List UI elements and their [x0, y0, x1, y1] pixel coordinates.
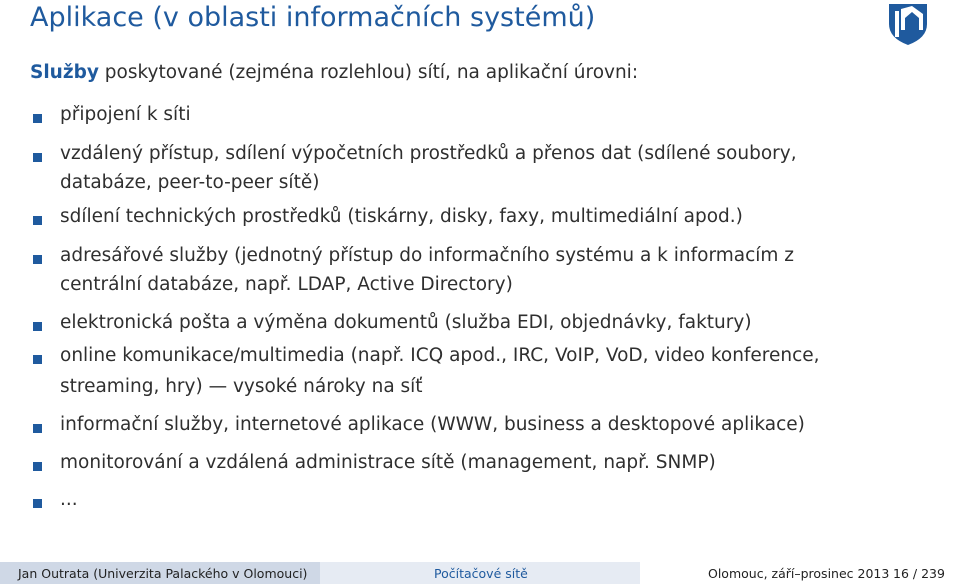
list-item-text: online komunikace/multimedia (např. ICQ apod., IRC, VoIP, VoD, video konference,	[60, 345, 820, 366]
footer-course: Počítačové sítě	[434, 566, 528, 581]
list-item-text: monitorování a vzdálená administrace sítě (management, např. SNMP)	[60, 452, 716, 473]
list-item-text: vzdálený přístup, sdílení výpočetních prostředků a přenos dat (sdílené soubory,	[60, 143, 797, 164]
intro-text	[30, 62, 638, 83]
square-bullet-icon	[33, 499, 42, 508]
footer-page-number: 16 / 239	[893, 566, 945, 581]
list-item-text: adresářové služby (jednotný přístup do informačního systému a k informacím z	[60, 245, 795, 266]
list-item-text: připojení k síti	[60, 104, 191, 125]
list-item-text: ...	[60, 489, 78, 510]
square-bullet-icon	[33, 153, 42, 162]
square-bullet-icon	[33, 114, 42, 123]
square-bullet-icon	[33, 424, 42, 433]
list-item-text: informační služby, internetové aplikace (WWW, business a desktopové aplikace)	[60, 414, 805, 435]
square-bullet-icon	[33, 322, 42, 331]
list-item-text: centrální databáze, např. LDAP, Active Directory)	[60, 274, 513, 295]
square-bullet-icon	[33, 355, 42, 364]
square-bullet-icon	[33, 216, 42, 225]
footer-bar	[0, 562, 960, 584]
footer-author: Jan Outrata (Univerzita Palackého v Olomouci)	[18, 566, 308, 581]
slide-title: Aplikace (v oblasti informačních systémů)	[30, 2, 596, 33]
square-bullet-icon	[33, 255, 42, 264]
list-item-text: elektronická pošta a výměna dokumentů (služba EDI, objednávky, faktury)	[60, 312, 752, 333]
intro-bold: Služby	[30, 62, 99, 83]
list-item-text: sdílení technických prostředků (tiskárny, disky, faxy, multimediální apod.)	[60, 206, 743, 227]
intro-rest: poskytované (zejména rozlehlou) sítí, na aplikační úrovni:	[98, 62, 639, 83]
list-item-text: streaming, hry) — vysoké nároky na síť	[60, 376, 423, 397]
list-item-text: databáze, peer-to-peer sítě)	[60, 172, 320, 193]
footer-place-date: Olomouc, září–prosinec 2013	[708, 566, 890, 581]
university-logo-icon	[886, 2, 930, 46]
square-bullet-icon	[33, 462, 42, 471]
